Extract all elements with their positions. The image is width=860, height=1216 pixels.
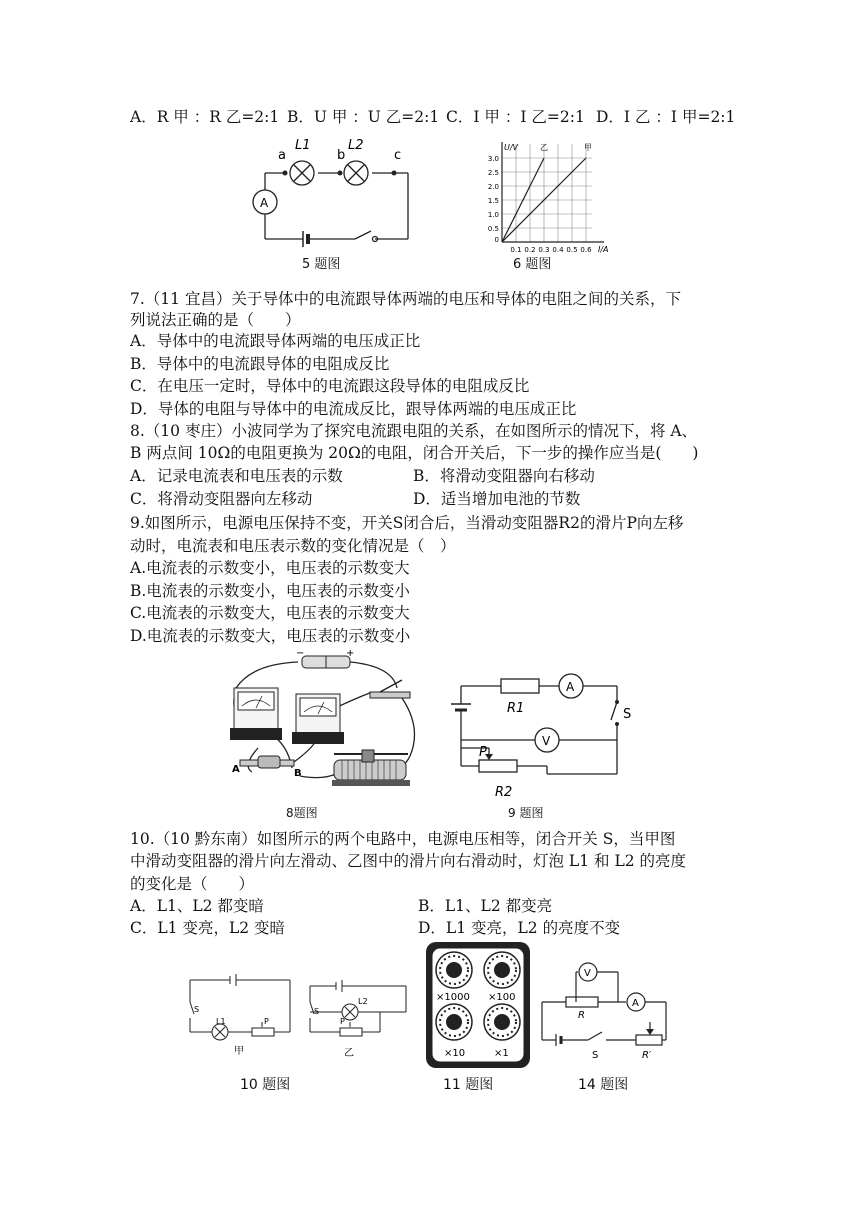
- figure-11-caption: 11 题图: [443, 1077, 494, 1093]
- fig6-xtick: 0.2: [524, 246, 536, 254]
- q10-option-d: D．L1 变亮，L2 的亮度不变: [418, 919, 621, 937]
- q9-option-d: D.电流表的示数变大，电压表的示数变小: [130, 627, 411, 645]
- q7-option-b: B．导体中的电流跟导体的电阻成反比: [130, 355, 390, 373]
- fig8-point-b: B: [294, 768, 302, 779]
- fig6-ylabel: U/V: [504, 143, 519, 152]
- fig10-switch-jia: S: [194, 1005, 200, 1014]
- fig9-r2-label: R2: [495, 785, 513, 800]
- q9-option-a: A.电流表的示数变小，电压表的示数变大: [130, 559, 410, 577]
- fig6-xtick: 0.4: [552, 246, 564, 254]
- q9-option-b: B.电流表的示数变小，电压表的示数变小: [130, 582, 410, 600]
- q8-option-b: B．将滑动变阻器向右移动: [413, 467, 595, 485]
- fig5-label-b: b: [337, 148, 346, 163]
- fig14-r-label: R: [578, 1010, 585, 1021]
- fig6-ytick: 3.0: [487, 155, 499, 163]
- fig14-voltmeter-label: V: [584, 968, 591, 979]
- q10-stem-line1: 10.（10 黔东南）如图所示的两个电路中，电源电压相等，闭合开关 S，当甲图: [130, 830, 676, 848]
- figure-14-circuit: [536, 962, 686, 1062]
- q10-option-b: B．L1、L2 都变亮: [418, 897, 553, 915]
- q8-stem-line1: 8.（10 枣庄）小波同学为了探究电流跟电阻的关系，在如图所示的情况下，将 A、: [130, 422, 698, 440]
- fig11-label-x1: ×1: [494, 1048, 509, 1059]
- fig6-xtick: 0.1: [510, 246, 522, 254]
- fig14-ammeter-label: A: [632, 998, 639, 1009]
- fig11-label-x1000: ×1000: [436, 992, 470, 1003]
- fig6-ytick: 1.5: [487, 197, 499, 205]
- fig6-series-yi: 乙: [540, 143, 548, 152]
- fig10-switch-yi: S: [314, 1007, 320, 1016]
- q8-stem-line2: B 两点间 10Ω的电阻更换为 20Ω的电阻，闭合开关后，下一步的操作应当是( ): [130, 444, 699, 462]
- fig6-ytick: 2.0: [487, 183, 499, 191]
- q6-option-c: C．I 甲 ：I 乙=2:1: [446, 108, 585, 126]
- q10-option-a: A．L1、L2 都变暗: [130, 897, 264, 915]
- fig6-xtick: 0.3: [538, 246, 550, 254]
- fig9-r1-label: R1: [507, 701, 525, 716]
- q9-stem-line2: 动时，电流表和电压表示数的变化情况是（ ）: [130, 537, 456, 555]
- fig11-label-x100: ×100: [488, 992, 516, 1003]
- fig6-xlabel: I/A: [598, 245, 609, 254]
- fig8-minus: −: [296, 648, 305, 659]
- fig14-rprime-label: R′: [642, 1050, 652, 1061]
- fig6-ytick: 0: [494, 236, 499, 244]
- figure-10-caption: 10 题图: [240, 1077, 291, 1093]
- fig6-ytick: 1.0: [487, 211, 499, 219]
- q7-option-d: D．导体的电阻与导体中的电流成反比，跟导体两端的电压成正比: [130, 400, 577, 418]
- fig5-label-c: c: [394, 148, 402, 163]
- fig8-plus: +: [346, 648, 355, 659]
- fig10-jia-label: 甲: [234, 1046, 244, 1057]
- q8-option-d: D．适当增加电池的节数: [413, 490, 581, 508]
- fig10-p-yi: P: [340, 1017, 345, 1026]
- q7-option-a: A．导体中的电流跟导体两端的电压成正比: [130, 332, 421, 350]
- figure-11-resistance-box: [424, 940, 534, 1070]
- fig5-ammeter-label: A: [260, 196, 269, 210]
- fig8-point-a: A: [232, 764, 240, 775]
- q10-stem-line2: 中滑动变阻器的滑片向左滑动、乙图中的滑片向右滑动时，灯泡 L1 和 L2 的亮度: [130, 852, 687, 870]
- fig6-ytick: 2.5: [487, 169, 499, 177]
- figure-8-caption: 8题图: [286, 806, 318, 820]
- fig9-ammeter-label: A: [566, 680, 575, 694]
- figure-8-apparatus: [222, 648, 440, 800]
- fig9-voltmeter-label: V: [542, 734, 551, 748]
- q10-option-c: C．L1 变亮，L2 变暗: [130, 919, 286, 937]
- figure-9-caption: 9 题图: [508, 806, 544, 820]
- q7-stem-line2: 列说法正确的是（ ）: [130, 311, 301, 329]
- figure-6-graph: [472, 138, 622, 256]
- fig6-xtick: 0.5: [566, 246, 578, 254]
- q6-option-b: B．U 甲 ：U 乙=2:1: [287, 108, 440, 126]
- fig10-l2-label: L2: [358, 997, 368, 1006]
- fig10-p-jia: P: [264, 1017, 269, 1026]
- fig6-series-jia: 甲: [584, 143, 592, 152]
- q7-option-c: C．在电压一定时，导体中的电流跟这段导体的电阻成反比: [130, 377, 530, 395]
- q8-option-a: A．记录电流表和电压表的示数: [130, 467, 343, 485]
- fig5-label-l1: L1: [295, 138, 311, 153]
- q7-stem-line1: 7.（11 宜昌）关于导体中的电流跟导体两端的电压和导体的电阻之间的关系，下: [130, 290, 681, 308]
- figure-6-caption: 6 题图: [513, 257, 552, 272]
- fig9-p-label: P: [479, 745, 487, 760]
- q6-option-d: D．I 乙 ：I 甲=2:1: [596, 108, 736, 126]
- figure-10-circuits: [180, 972, 410, 1072]
- fig10-l1-label: L1: [216, 1017, 226, 1026]
- figure-14-caption: 14 题图: [578, 1077, 629, 1093]
- q6-option-a: A．R 甲 ：R 乙=2:1: [130, 108, 280, 126]
- fig6-xtick: 0.6: [580, 246, 592, 254]
- q10-stem-line3: 的变化是（ ）: [130, 875, 255, 893]
- q9-stem-line1: 9.如图所示，电源电压保持不变，开关S闭合后，当滑动变阻器R2的滑片P向左移: [130, 514, 684, 532]
- fig6-ytick: 0.5: [487, 225, 499, 233]
- fig9-switch-label: S: [623, 707, 632, 722]
- figure-9-circuit: [445, 668, 645, 803]
- fig14-switch-label: S: [592, 1050, 599, 1061]
- fig5-label-a: a: [278, 148, 286, 163]
- figure-5-caption: 5 题图: [302, 257, 341, 272]
- fig5-label-l2: L2: [348, 138, 364, 153]
- q8-option-c: C．将滑动变阻器向左移动: [130, 490, 313, 508]
- fig10-yi-label: 乙: [344, 1048, 354, 1059]
- fig11-label-x10: ×10: [444, 1048, 466, 1059]
- q9-option-c: C.电流表的示数变大，电压表的示数变大: [130, 604, 410, 622]
